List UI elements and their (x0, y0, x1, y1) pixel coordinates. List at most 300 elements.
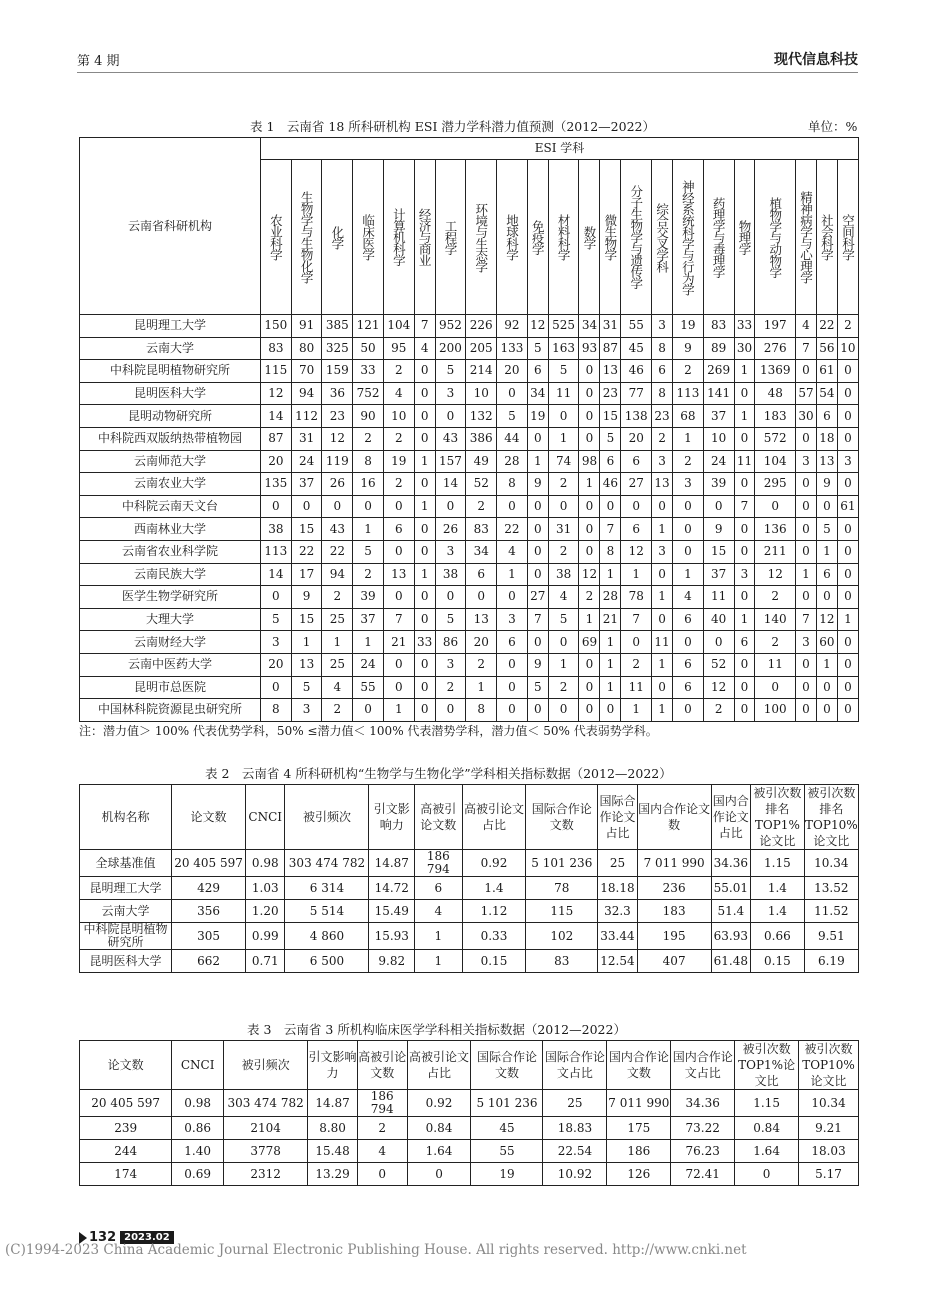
table1-cell: 6 (497, 631, 528, 654)
table1-cell: 0 (466, 586, 497, 609)
table1-cell: 0 (579, 518, 600, 541)
table1-row (80, 473, 859, 496)
table1-cell: 9 (291, 586, 322, 609)
table1-cell: 5 (527, 337, 548, 360)
table1-cell: 2 (322, 586, 353, 609)
table1-cell: 6 (621, 518, 652, 541)
table1-subject-header: 材料科学 (548, 160, 579, 315)
table2-cell: 55.01 (711, 877, 750, 900)
table1-cell: 0 (527, 518, 548, 541)
table1 (79, 137, 859, 722)
table1-cell: 5 (435, 360, 466, 383)
table1-cell: 0 (261, 586, 292, 609)
table1-cell: 13 (652, 473, 673, 496)
table1-cell: 159 (322, 360, 353, 383)
table1-cell: 83 (261, 337, 292, 360)
table3-cell: 8.80 (308, 1117, 358, 1140)
table1-cell: 12 (816, 608, 837, 631)
table1-cell: 3 (734, 563, 755, 586)
table1-cell: 13 (466, 608, 497, 631)
table1-row (80, 653, 859, 676)
table2-cell: 5 101 236 (526, 850, 598, 877)
table1-cell: 133 (497, 337, 528, 360)
table1-cell: 22 (816, 315, 837, 338)
table2-row (80, 900, 859, 923)
table3-cell: 0 (407, 1163, 471, 1186)
table1-cell: 1 (291, 631, 322, 654)
table1-subject-header: 免疫学 (527, 160, 548, 315)
table1-cell: 0 (734, 699, 755, 722)
table1-cell: 83 (466, 518, 497, 541)
table1-cell: 0 (579, 495, 600, 518)
table3-cell: 1.64 (735, 1140, 799, 1163)
table2-cell: 1.4 (751, 900, 805, 923)
table1-cell: 1 (600, 631, 621, 654)
table1-cell: 7 (414, 315, 435, 338)
table1-subject-header: 工程学 (435, 160, 466, 315)
table1-row (80, 450, 859, 473)
table1-row (80, 608, 859, 631)
table1-cell: 0 (703, 495, 734, 518)
table1-institution: 云南大学 (80, 337, 261, 360)
table1-cell: 214 (466, 360, 497, 383)
table1-cell: 0 (755, 676, 796, 699)
issue-label: 第 4 期 (77, 54, 120, 69)
table1-note: 注：潜力值＞ 100% 代表优势学科，50% ≤潜力值＜ 100% 代表潜势学科，潜力值＜ 50% 代表弱势学科。 (79, 724, 658, 738)
table1-cell: 8 (497, 473, 528, 496)
table1-cell: 5 (497, 405, 528, 428)
table2-cell: 0.33 (462, 923, 526, 950)
table1-cell: 0 (527, 563, 548, 586)
table1-cell: 0 (734, 653, 755, 676)
table2-cell: 6.19 (804, 950, 858, 973)
table1-institution: 大理大学 (80, 608, 261, 631)
table1-cell: 21 (383, 631, 414, 654)
table1-cell: 1 (548, 653, 579, 676)
table1-cell: 0 (796, 518, 817, 541)
table1-cell: 3 (435, 540, 466, 563)
table2-cell: 0.66 (751, 923, 805, 950)
table1-cell: 0 (796, 586, 817, 609)
table3-cell: 175 (607, 1117, 671, 1140)
table2-cell: 115 (526, 900, 598, 923)
table1-cell: 11 (703, 586, 734, 609)
table1-cell: 1 (548, 427, 579, 450)
table1-row (80, 360, 859, 383)
table3 (79, 1040, 859, 1186)
table1-cell: 61 (816, 360, 837, 383)
table1-cell: 1 (816, 653, 837, 676)
table2-header: 高被引论文数 (415, 785, 463, 850)
table1-cell: 0 (796, 473, 817, 496)
table1-cell: 2 (548, 473, 579, 496)
table2-row (80, 877, 859, 900)
table1-cell: 22 (322, 540, 353, 563)
table1-cell: 15 (291, 518, 322, 541)
table1-cell: 0 (435, 405, 466, 428)
table3-header: CNCI (172, 1041, 224, 1090)
table1-cell: 150 (261, 315, 292, 338)
table1-cell: 31 (548, 518, 579, 541)
table1-institution: 云南省农业科学院 (80, 540, 261, 563)
table1-cell: 1 (600, 563, 621, 586)
table1-cell: 132 (466, 405, 497, 428)
table1-cell: 23 (322, 405, 353, 428)
table1-cell: 5 (435, 608, 466, 631)
table1-cell: 1 (652, 699, 673, 722)
table1-cell: 0 (816, 495, 837, 518)
table1-cell: 0 (816, 676, 837, 699)
table1-cell: 10 (837, 337, 858, 360)
table2-header: 国内合作论文占比 (711, 785, 750, 850)
table1-cell: 1 (527, 450, 548, 473)
table1-cell: 295 (755, 473, 796, 496)
table1-cell: 4 (497, 540, 528, 563)
table1-cell: 5 (291, 676, 322, 699)
table1-subject-header: 植物学与动物学 (755, 160, 796, 315)
table2-cell: 6 (415, 877, 463, 900)
table1-row (80, 563, 859, 586)
table1-row (80, 586, 859, 609)
table1-cell: 9 (816, 473, 837, 496)
table1-cell: 12 (579, 563, 600, 586)
table1-cell: 0 (548, 699, 579, 722)
table3-header: 论文数 (80, 1041, 172, 1090)
table1-cell: 0 (796, 495, 817, 518)
table3-cell: 22.54 (543, 1140, 607, 1163)
table2-header: 高被引论文占比 (462, 785, 526, 850)
table1-row (80, 495, 859, 518)
table1-cell: 3 (497, 608, 528, 631)
table3-cell: 14.87 (308, 1090, 358, 1117)
table1-cell: 15 (600, 405, 621, 428)
table1-cell: 6 (652, 360, 673, 383)
table1-cell: 5 (816, 518, 837, 541)
table1-cell: 1 (621, 563, 652, 586)
table1-cell: 0 (837, 473, 858, 496)
table1-cell: 98 (579, 450, 600, 473)
table1-cell: 0 (497, 653, 528, 676)
table1-cell: 77 (621, 382, 652, 405)
table2-cell: 0.15 (751, 950, 805, 973)
table1-cell: 7 (383, 608, 414, 631)
table3-cell: 2104 (224, 1117, 308, 1140)
table1-cell: 52 (466, 473, 497, 496)
table3-header: 被引次数TOP10%论文比 (799, 1041, 859, 1090)
table2-cell: 407 (637, 950, 711, 973)
table1-cell: 0 (796, 360, 817, 383)
table1-cell: 30 (734, 337, 755, 360)
table1-cell: 52 (703, 653, 734, 676)
table3-cell: 76.23 (671, 1140, 735, 1163)
table2-cell: 12.54 (598, 950, 637, 973)
table1-cell: 136 (755, 518, 796, 541)
table1-cell: 0 (261, 495, 292, 518)
table3-cell: 0 (735, 1163, 799, 1186)
table1-cell: 6 (527, 360, 548, 383)
table1-cell: 17 (291, 563, 322, 586)
table3-cell: 73.22 (671, 1117, 735, 1140)
table1-institution: 昆明市总医院 (80, 676, 261, 699)
table1-cell: 0 (734, 676, 755, 699)
table1-cell: 37 (291, 473, 322, 496)
table1-cell: 0 (652, 676, 673, 699)
table2-cell: 1.12 (462, 900, 526, 923)
table1-cell: 87 (261, 427, 292, 450)
table1-cell: 0 (796, 540, 817, 563)
table1-cell: 2 (652, 427, 673, 450)
table3-cell: 13.29 (308, 1163, 358, 1186)
table1-cell: 2 (466, 653, 497, 676)
table1-cell: 4 (414, 337, 435, 360)
table1-row (80, 540, 859, 563)
table1-cell: 37 (703, 405, 734, 428)
table2-cell: 4 860 (285, 923, 369, 950)
table3-caption: 表 3 云南省 3 所机构临床医学学科相关指标数据（2012—2022） (247, 1022, 626, 1037)
table1-cell: 54 (816, 382, 837, 405)
table3-header: 被引频次 (224, 1041, 308, 1090)
table1-cell: 1369 (755, 360, 796, 383)
table1-cell: 200 (435, 337, 466, 360)
table2-cell: 51.4 (711, 900, 750, 923)
table3-cell: 55 (471, 1140, 543, 1163)
table3-header: 国际合作论文占比 (543, 1041, 607, 1090)
table1-cell: 14 (261, 405, 292, 428)
page-number: 132 (89, 1230, 117, 1245)
table1-cell: 25 (322, 653, 353, 676)
table2-cell: 0.71 (246, 950, 285, 973)
table3-cell: 244 (80, 1140, 172, 1163)
table2-cell: 7 011 990 (637, 850, 711, 877)
table2-cell: 0.15 (462, 950, 526, 973)
table3-cell: 0.92 (407, 1090, 471, 1117)
table1-cell: 2 (755, 586, 796, 609)
table1-institution: 云南农业大学 (80, 473, 261, 496)
table1-institution: 昆明理工大学 (80, 315, 261, 338)
table3-row (80, 1163, 859, 1186)
table1-cell: 121 (353, 315, 384, 338)
table3-cell: 0.84 (407, 1117, 471, 1140)
table1-institution: 云南财经大学 (80, 631, 261, 654)
table2-cell: 9.82 (369, 950, 415, 973)
table2-cell: 78 (526, 877, 598, 900)
table1-cell: 74 (548, 450, 579, 473)
table2-caption: 表 2 云南省 4 所科研机构“生物学与生物化学”学科相关指标数据（2012—2022） (205, 766, 672, 781)
table1-cell: 15 (703, 540, 734, 563)
table1-cell: 104 (755, 450, 796, 473)
table1-cell: 68 (673, 405, 704, 428)
table1-cell: 83 (703, 315, 734, 338)
table1-subject-header: 微生物学 (600, 160, 621, 315)
table1-group-header: ESI 学科 (261, 138, 859, 160)
table1-cell: 0 (837, 405, 858, 428)
table1-cell: 15 (291, 608, 322, 631)
table1-institution: 昆明医科大学 (80, 382, 261, 405)
table1-cell: 55 (621, 315, 652, 338)
table1-cell: 157 (435, 450, 466, 473)
table2-cell: 0.98 (246, 850, 285, 877)
table1-cell: 3 (652, 540, 673, 563)
table1-cell: 7 (600, 518, 621, 541)
table1-unit: 单位：% (808, 119, 858, 134)
table2-cell: 33.44 (598, 923, 637, 950)
table2-cell: 10.34 (804, 850, 858, 877)
table1-cell: 2 (383, 360, 414, 383)
table2-cell: 云南大学 (80, 900, 172, 923)
table1-cell: 0 (621, 631, 652, 654)
table1-subject-header: 环境与生态学 (466, 160, 497, 315)
table1-cell: 20 (261, 450, 292, 473)
table3-cell: 1.64 (407, 1140, 471, 1163)
table1-cell: 2 (322, 699, 353, 722)
table1-cell: 11 (621, 676, 652, 699)
table2-cell: 102 (526, 923, 598, 950)
table1-cell: 95 (383, 337, 414, 360)
table1-cell: 6 (673, 608, 704, 631)
table1-cell: 113 (261, 540, 292, 563)
table3-cell: 5 101 236 (471, 1090, 543, 1117)
table1-cell: 10 (703, 427, 734, 450)
table1-cell: 0 (652, 608, 673, 631)
table2-cell: 429 (172, 877, 246, 900)
table1-cell: 0 (579, 676, 600, 699)
table1-row (80, 631, 859, 654)
table1-cell: 5 (548, 608, 579, 631)
table1-cell: 0 (322, 495, 353, 518)
table1-cell: 112 (291, 405, 322, 428)
table1-cell: 40 (703, 608, 734, 631)
table1-institution: 中科院西双版纳热带植物园 (80, 427, 261, 450)
table1-cell: 6 (816, 563, 837, 586)
table1-cell: 0 (435, 699, 466, 722)
table1-row (80, 699, 859, 722)
table2-cell: 4 (415, 900, 463, 923)
table1-cell: 5 (261, 608, 292, 631)
table1-cell: 20 (466, 631, 497, 654)
table1-cell: 197 (755, 315, 796, 338)
table1-cell: 0 (837, 427, 858, 450)
table1-cell: 70 (291, 360, 322, 383)
table1-cell: 20 (621, 427, 652, 450)
table3-cell: 1.15 (735, 1090, 799, 1117)
table1-cell: 37 (703, 563, 734, 586)
table1-cell: 87 (600, 337, 621, 360)
table1-cell: 0 (837, 699, 858, 722)
table1-cell: 2 (673, 360, 704, 383)
table2-header: 国际合作论文数 (526, 785, 598, 850)
table1-cell: 0 (548, 631, 579, 654)
table1-subject-header: 计算机科学 (383, 160, 414, 315)
table1-cell: 0 (435, 495, 466, 518)
table1-cell: 1 (414, 495, 435, 518)
table1-cell: 26 (322, 473, 353, 496)
table1-cell: 0 (837, 360, 858, 383)
table1-cell: 0 (579, 653, 600, 676)
table1-cell: 135 (261, 473, 292, 496)
table2-cell: 236 (637, 877, 711, 900)
table1-cell: 1 (734, 608, 755, 631)
table1-cell: 9 (673, 337, 704, 360)
table1-cell: 0 (414, 518, 435, 541)
table2-header: 机构名称 (80, 785, 172, 850)
table1-cell: 3 (261, 631, 292, 654)
table2-row (80, 950, 859, 973)
table3-cell: 0 (357, 1163, 407, 1186)
table1-cell: 0 (837, 586, 858, 609)
table1-cell: 0 (837, 631, 858, 654)
table1-cell: 13 (383, 563, 414, 586)
table1-cell: 2 (353, 427, 384, 450)
header-divider (77, 72, 858, 73)
table2-header: 被引次数排名TOP1%论文比 (751, 785, 805, 850)
table1-cell: 2 (579, 586, 600, 609)
table1-cell: 0 (837, 653, 858, 676)
table3-cell: 1.40 (172, 1140, 224, 1163)
table1-cell: 56 (816, 337, 837, 360)
table1-cell: 1 (414, 450, 435, 473)
table1-cell: 34 (466, 540, 497, 563)
table1-cell: 28 (497, 450, 528, 473)
table1-cell: 3 (796, 450, 817, 473)
table1-institution: 云南中医药大学 (80, 653, 261, 676)
table1-row (80, 676, 859, 699)
table1-cell: 30 (796, 405, 817, 428)
table1-cell: 2 (383, 473, 414, 496)
table1-cell: 8 (353, 450, 384, 473)
table2-cell: 662 (172, 950, 246, 973)
table1-cell: 50 (353, 337, 384, 360)
table1-cell: 0 (414, 586, 435, 609)
table1-cell: 16 (353, 473, 384, 496)
table2-cell: 186 794 (415, 850, 463, 877)
table3-cell: 10.34 (799, 1090, 859, 1117)
table1-cell: 38 (548, 563, 579, 586)
table1-cell: 0 (816, 699, 837, 722)
table1-cell: 104 (383, 315, 414, 338)
table1-row (80, 337, 859, 360)
table1-cell: 0 (600, 699, 621, 722)
table1-cell: 0 (703, 631, 734, 654)
table1-cell: 8 (600, 540, 621, 563)
table1-institution: 中科院昆明植物研究所 (80, 360, 261, 383)
table1-subject-header: 空间科学 (837, 160, 858, 315)
table1-cell: 69 (579, 631, 600, 654)
table2-cell: 全球基准值 (80, 850, 172, 877)
table1-cell: 0 (673, 495, 704, 518)
table2-cell: 9.51 (804, 923, 858, 950)
table2-cell: 303 474 782 (285, 850, 369, 877)
table1-cell: 113 (673, 382, 704, 405)
table1-cell: 0 (652, 563, 673, 586)
table2-cell: 18.18 (598, 877, 637, 900)
table1-cell: 39 (353, 586, 384, 609)
table1-cell: 0 (261, 676, 292, 699)
table3-cell: 2312 (224, 1163, 308, 1186)
table1-cell: 1 (652, 653, 673, 676)
table3-row (80, 1090, 859, 1117)
table2-header: 论文数 (172, 785, 246, 850)
table1-cell: 12 (527, 315, 548, 338)
table3-cell: 5.17 (799, 1163, 859, 1186)
table1-cell: 2 (353, 563, 384, 586)
table1-cell: 2 (673, 450, 704, 473)
table1-subject-header: 化学 (322, 160, 353, 315)
table1-row-header: 云南省科研机构 (80, 138, 261, 315)
table1-cell: 3 (652, 315, 673, 338)
table3-cell: 34.36 (671, 1090, 735, 1117)
table2-header: 被引次数排名TOP10%论文比 (805, 786, 858, 848)
table1-cell: 0 (734, 586, 755, 609)
